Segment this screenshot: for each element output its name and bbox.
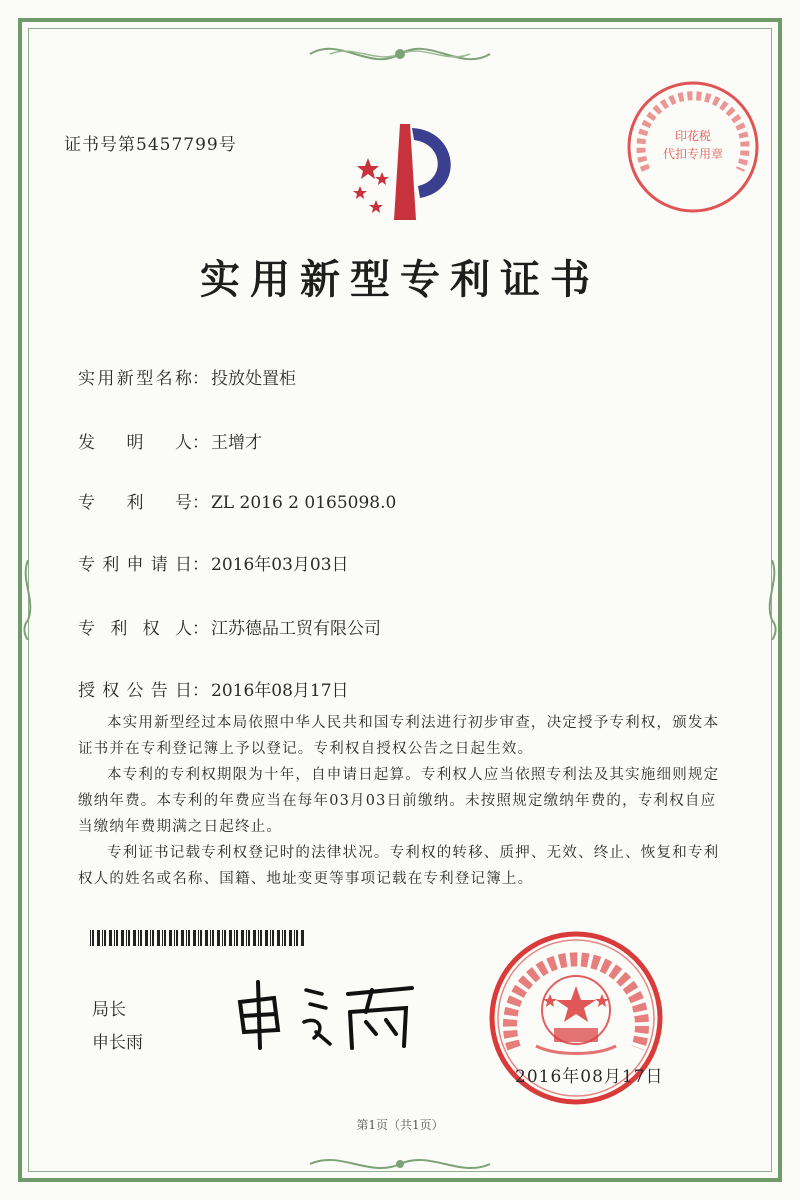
field-label: 专 利 号 (78, 493, 192, 513)
top-ornament (300, 36, 500, 72)
field-label: 专利申请日 (78, 555, 192, 575)
field-value: 2016年03月03日 (211, 555, 349, 575)
paragraph-grant: 本实用新型经过本局依照中华人民共和国专利法进行初步审查，决定授予专利权，颁发本证书并在专利登记簿上予以登记。专利权自授权公告之日起生效。 (78, 715, 720, 757)
field-label: 授权公告日 (78, 681, 192, 701)
field-value: 王增才 (211, 433, 262, 453)
director-title: 局长 (92, 1000, 126, 1020)
stamp-duty-seal-line2: 代扣专用章 (662, 147, 724, 161)
right-ornament (764, 560, 780, 640)
field-value: 江苏德品工贸有限公司 (211, 619, 381, 639)
director-signature (226, 972, 426, 1052)
body-text (78, 710, 720, 892)
patent-office-logo (338, 120, 468, 230)
barcode (90, 930, 308, 946)
page-footer: 第1页（共1页） (356, 1118, 444, 1132)
seal-date: 2016年08月17日 (515, 1067, 664, 1087)
left-ornament (20, 560, 36, 640)
field-value: 2016年08月17日 (211, 681, 349, 701)
paragraph-term: 本专利的专利权期限为十年，自申请日起算。专利权人应当依照专利法及其实施细则规定缴纳年费。本专利的年费应当在每年03月03日前缴纳。未按照规定缴纳年费的，专利权自应当缴纳年费期满之日起终止。 (78, 767, 720, 835)
stamp-duty-seal-line1: 印花税 (674, 129, 712, 143)
paragraph-legal-status: 专利证书记载专利权登记时的法律状况。专利权的转移、质押、无效、终止、恢复和专利权人的姓名或名称、国籍、地址变更等事项记载在专利登记簿上。 (78, 845, 720, 887)
field-label: 专利权人 (78, 619, 192, 639)
stamp-duty-seal (624, 78, 762, 216)
field-label: 发 明 人 (78, 433, 192, 453)
certificate-number: 证书号第5457799号 (64, 135, 237, 155)
field-value: ZL 2016 2 0165098.0 (211, 493, 397, 513)
bottom-ornament (300, 1150, 500, 1178)
field-patent-number: 专 利 号： ZL 2016 2 0165098.0 (78, 488, 396, 513)
field-value: 投放处置柜 (211, 369, 296, 389)
certificate-title: 实用新型专利证书 (200, 256, 600, 303)
field-grant-date: 授权公告日： 2016年08月17日 (78, 676, 349, 701)
field-patentee: 专利权人： 江苏德品工贸有限公司 (78, 614, 381, 639)
field-inventor: 发 明 人： 王增才 (78, 428, 262, 453)
field-utility-model-name: 实用新型名称： 投放处置柜 (78, 364, 296, 389)
field-application-date: 专利申请日： 2016年03月03日 (78, 550, 349, 575)
field-label: 实用新型名称 (78, 369, 192, 389)
director-name: 申长雨 (92, 1033, 143, 1053)
